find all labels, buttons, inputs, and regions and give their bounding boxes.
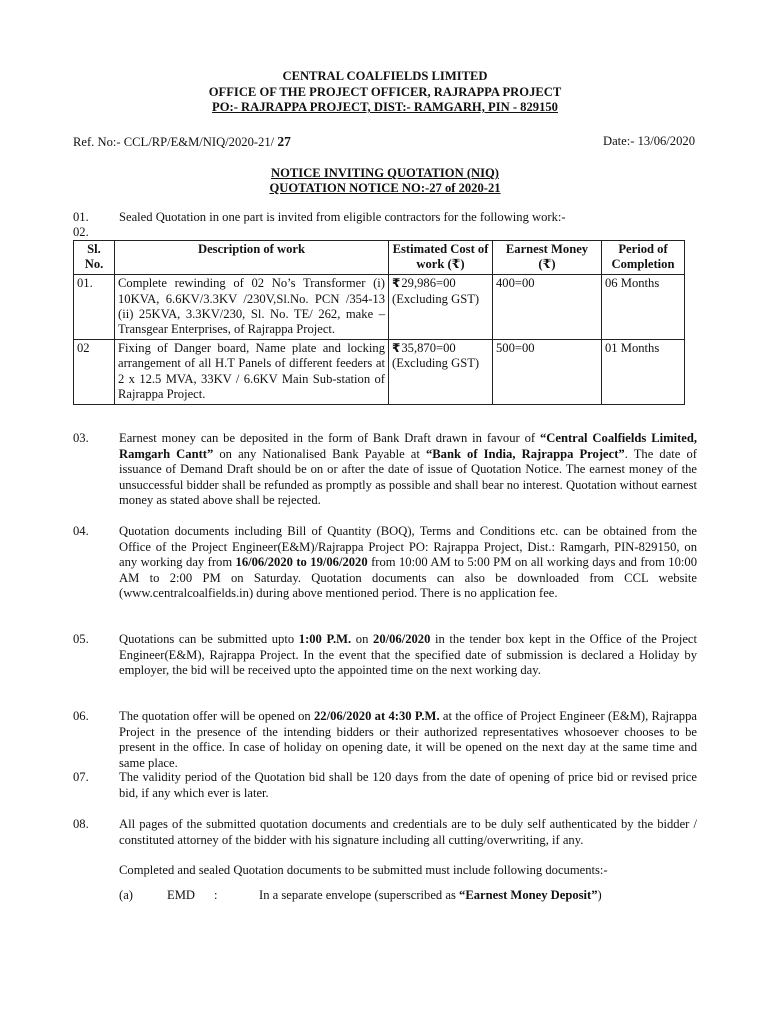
clause-number: 03.	[73, 431, 89, 445]
clause-number: 04.	[73, 524, 89, 538]
text: in the tender box kept in the Office of the Project Engineer(E&M), Rajrappa Project. In the event that the specified date of submission is declared a Holiday by employer, the bid will be received upto the appointed time on the next working day.	[119, 632, 697, 677]
text: Quotations can be submitted upto	[119, 632, 299, 646]
item-colon: :	[214, 888, 218, 902]
ref-prefix: Ref. No:- CCL/RP/E&M/NIQ/2020-21/	[73, 135, 278, 149]
cell-period: 01 Months	[602, 340, 685, 405]
cost-note: (Excluding GST)	[392, 356, 480, 371]
bold-text: 16/06/2020 to 19/06/2020	[235, 555, 368, 569]
clause-validity: The validity period of the Quotation bid shall be 120 days from the date of opening of price bid or revised price bid, if any which ever is later.	[119, 770, 697, 800]
header-estimated-cost: Estimated Cost of work (₹)	[389, 241, 493, 275]
table-header-row	[74, 241, 685, 275]
office-address: PO:- RAJRAPPA PROJECT, DIST:- RAMGARH, PIN - 829150	[212, 100, 558, 114]
ref-number: 27	[277, 134, 291, 149]
text: Quotation documents including Bill of Quantity (BOQ), Terms and Conditions etc. can be obtained from the Office of the Project Engineer(E&M)/Rajrappa Project PO: Rajrappa Project, Dist.: Ramgarh, PIN-829150, on any working day from	[119, 524, 697, 569]
work-table	[73, 240, 685, 405]
cell-description: Fixing of Danger board, Name plate and locking arrangement of all H.T Panels of different feeders at 2 x 12.5 MVA, 33KV / 6.6KV Main Sub-station of Rajrappa Project.	[115, 340, 389, 405]
clause-number: 01.	[73, 210, 89, 224]
text: Earnest money can be deposited in the form of Bank Draft drawn in favour of	[119, 431, 540, 445]
bold-text: 20/06/2020	[373, 632, 431, 646]
header-description: Description of work	[115, 241, 389, 275]
item-label: (a)	[119, 888, 133, 902]
rupee-icon: ₹	[392, 341, 401, 356]
text: on	[351, 632, 374, 646]
cost-note: (Excluding GST)	[392, 291, 480, 306]
cell-cost	[389, 340, 493, 405]
bold-text: “Earnest Money Deposit”	[459, 888, 598, 902]
cost-value: 29,986=00	[401, 276, 456, 291]
item-description	[259, 888, 602, 904]
text: at the office of Project Engineer (E&M), Rajrappa Project in the presence of the intending bidders or their authorized representatives whosoever chooses to be present in the office. In case of holiday on opening date, it will be opened on the next day at the same time and same place.	[119, 709, 697, 770]
cell-sl: 02	[74, 340, 115, 405]
rupee-icon: ₹	[392, 276, 401, 291]
item-name: EMD	[167, 888, 195, 902]
reference-number	[73, 134, 291, 150]
cell-cost	[389, 275, 493, 340]
bold-text: “Central Coalfields Limited, Ramgarh Cantt”	[119, 431, 698, 461]
header-earnest-money: Earnest Money (₹)	[493, 241, 602, 275]
clause-required-documents: Completed and sealed Quotation documents to be submitted must include following documents:-	[119, 863, 608, 877]
clause-number: 05.	[73, 632, 89, 646]
cell-sl: 01.	[74, 275, 115, 340]
notice-subtitle: QUOTATION NOTICE NO:-27 of 2020-21	[269, 181, 501, 195]
cell-emd: 500=00	[493, 340, 602, 405]
text: )	[597, 888, 602, 902]
company-name: CENTRAL COALFIELDS LIMITED	[282, 69, 488, 83]
notice-date: Date:- 13/06/2020	[603, 134, 695, 148]
cost-value: 35,870=00	[401, 341, 456, 356]
header-sl-no: Sl. No.	[74, 241, 115, 275]
clause-submission	[119, 632, 697, 679]
cell-period: 06 Months	[602, 275, 685, 340]
text: . The date of issuance of Demand Draft should be on or after the date of issue of Quotation Notice. The earnest money of the unsuccessful bidder shall be refunded as promptly as possible and shall bear no interest. Quotation without earnest money as stated above shall be rejected.	[119, 446, 697, 507]
table-row	[74, 275, 685, 340]
cell-emd: 400=00	[493, 275, 602, 340]
clause-number: 02.	[73, 225, 89, 239]
text: In a separate envelope (superscribed as	[259, 888, 460, 902]
clause-number: 07.	[73, 770, 89, 784]
bold-text: 22/06/2020 at 4:30 P.M.	[314, 709, 440, 723]
bold-text: “Bank of India, Rajrappa Project”	[425, 446, 625, 461]
bold-text: 1:00 P.M.	[298, 632, 352, 646]
clause-earnest-money	[119, 431, 697, 509]
text: on any Nationalised Bank Payable at	[213, 446, 426, 461]
notice-title: NOTICE INVITING QUOTATION (NIQ)	[271, 166, 499, 180]
clause-number: 06.	[73, 709, 89, 723]
cell-description: Complete rewinding of 02 No’s Transformer (i) 10KVA, 6.6KV/3.3KV /230V,Sl.No. PCN /354-13 (ii) 25KVA, 3.3KV/230, Sl. No. TE/ 262, make – Transgear Enterprises, of Rajrappa Project.	[115, 275, 389, 340]
clause-opening	[119, 709, 697, 771]
notice-title-block	[0, 166, 770, 196]
clause-number: 08.	[73, 817, 89, 831]
header-period: Period of Completion	[602, 241, 685, 275]
clause-authentication: All pages of the submitted quotation documents and credentials are to be duly self authenticated by the bidder / constituted attorney of the bidder with his signature including all cutting/overwriting, if any.	[119, 817, 697, 847]
table-row	[74, 340, 685, 405]
clause-text: Sealed Quotation in one part is invited from eligible contractors for the following work:-	[119, 210, 566, 224]
office-name: OFFICE OF THE PROJECT OFFICER, RAJRAPPA PROJECT	[208, 84, 562, 99]
letterhead	[0, 69, 770, 116]
clause-documents	[119, 524, 697, 602]
text: The quotation offer will be opened on	[119, 709, 314, 723]
text: from 10:00 AM to 5:00 PM on all working days and from 10:00 AM to 2:00 PM on Saturday. Quotation documents can also be downloaded from CCL website (www.centralcoalfields.in) during above mentioned period. There is no application fee.	[119, 555, 697, 600]
